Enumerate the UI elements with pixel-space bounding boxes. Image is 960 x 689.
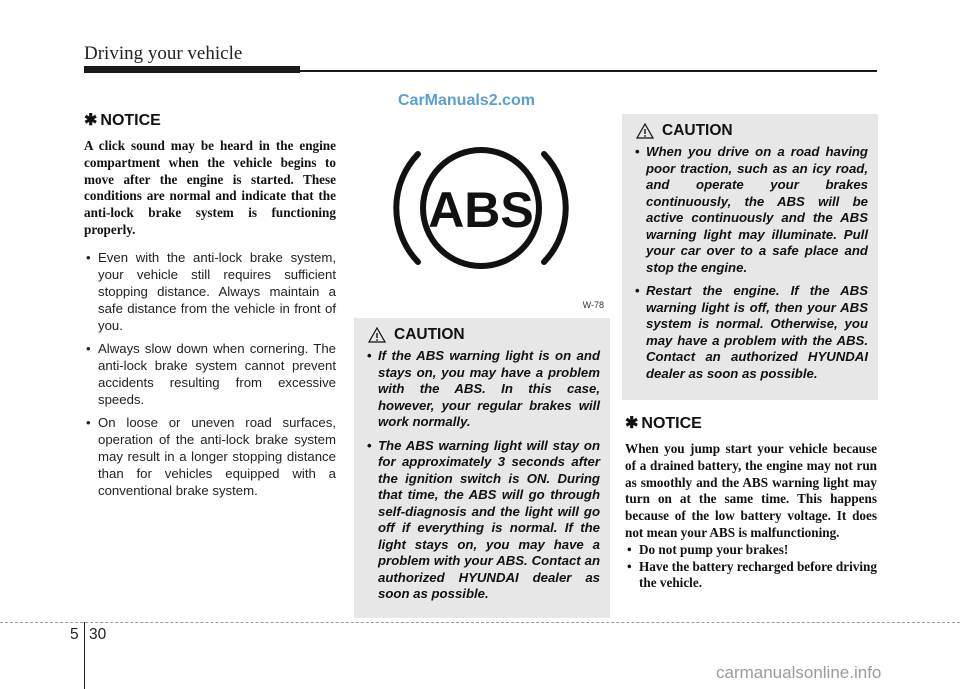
page-header-title: Driving your vehicle bbox=[84, 43, 243, 64]
list-item: • When you drive on a road having poor traction, such as an icy road, and operate your brakes continuously, the ABS will be active continuously and the ABS warning light may illuminate. Pull your car over to a safe place and stop the engine. bbox=[634, 144, 868, 276]
footer-vertical-rule bbox=[84, 622, 85, 689]
list-item: • Even with the anti-lock brake system, your vehicle still requires sufficient stopping distance. Always maintain a safe distance from the vehicle in front of you. bbox=[84, 249, 336, 334]
chapter-number: 5 bbox=[70, 626, 79, 643]
notice-list-right bbox=[625, 542, 877, 592]
caution-box-middle bbox=[354, 318, 610, 618]
notice-heading-left: ✱ NOTICE bbox=[84, 112, 161, 129]
list-item: • The ABS warning light will stay on for approximately 3 seconds after the ignition switch is ON. During that time, the ABS will go through self-diagnosis and the light will go off if everything is normal. If the light stays on, you may have a problem with your ABS. Contact an authorized HYUNDAI dealer as soon as possible. bbox=[366, 438, 600, 603]
list-item: • Always slow down when cornering. The anti-lock brake system cannot prevent accidents resulting from excessive speeds. bbox=[84, 340, 336, 408]
figure-code: W-78 bbox=[582, 300, 604, 310]
notice-star-icon: ✱ bbox=[84, 112, 98, 129]
list-item: • Do not pump your brakes! bbox=[625, 542, 877, 559]
list-item: • On loose or uneven road surfaces, operation of the anti-lock brake system may result in a longer stopping distance than for vehicles equipped with a conventional brake system. bbox=[84, 414, 336, 499]
list-item: • If the ABS warning light is on and stays on, you may have a problem with the ABS. In this case, however, your regular brakes will work normally. bbox=[366, 348, 600, 431]
caution-heading-middle: CAUTION bbox=[368, 326, 610, 344]
watermark-bottom[interactable]: carmanualsonline.info bbox=[716, 663, 882, 682]
header-rule-thick bbox=[84, 66, 300, 73]
notice-text-right: When you jump start your vehicle because of a drained battery, the engine may not run as smoothly and the ABS warning light may turn on at the same time. This happens because of the low battery voltage. It does not mean your ABS is malfunctioning. bbox=[625, 441, 877, 540]
caution-list-middle bbox=[354, 348, 610, 603]
warning-triangle-icon bbox=[368, 327, 386, 343]
caution-list-right bbox=[622, 144, 878, 382]
caution-box-right bbox=[622, 114, 878, 400]
notice-text-left: A click sound may be heard in the engine compartment when the vehicle begins to move after the engine is started. These conditions are normal and indicate that the anti-lock brake system is functioning properly. bbox=[84, 138, 336, 237]
warning-triangle-icon bbox=[636, 123, 654, 139]
list-item: • Have the battery recharged before driving the vehicle. bbox=[625, 559, 877, 593]
header-rule-thin bbox=[300, 70, 877, 72]
abs-illustration bbox=[354, 114, 610, 312]
caution-heading-right: CAUTION bbox=[636, 122, 878, 140]
notice-right bbox=[625, 413, 877, 592]
page-number: 30 bbox=[89, 626, 107, 643]
notice-star-icon: ✱ bbox=[625, 415, 639, 432]
abs-tips-list bbox=[84, 249, 336, 499]
abs-icon-label: ABS bbox=[428, 182, 534, 238]
notice-heading-right: ✱ NOTICE bbox=[625, 415, 702, 432]
abs-warning-icon bbox=[354, 114, 610, 312]
left-column bbox=[84, 110, 336, 505]
footer-divider bbox=[0, 622, 960, 623]
list-item: • Restart the engine. If the ABS warning light is off, then your ABS system is normal. Otherwise, you may have a problem with the ABS. Contact an authorized HYUNDAI dealer as soon as possible. bbox=[634, 283, 868, 382]
watermark-top[interactable]: CarManuals2.com bbox=[398, 92, 535, 109]
